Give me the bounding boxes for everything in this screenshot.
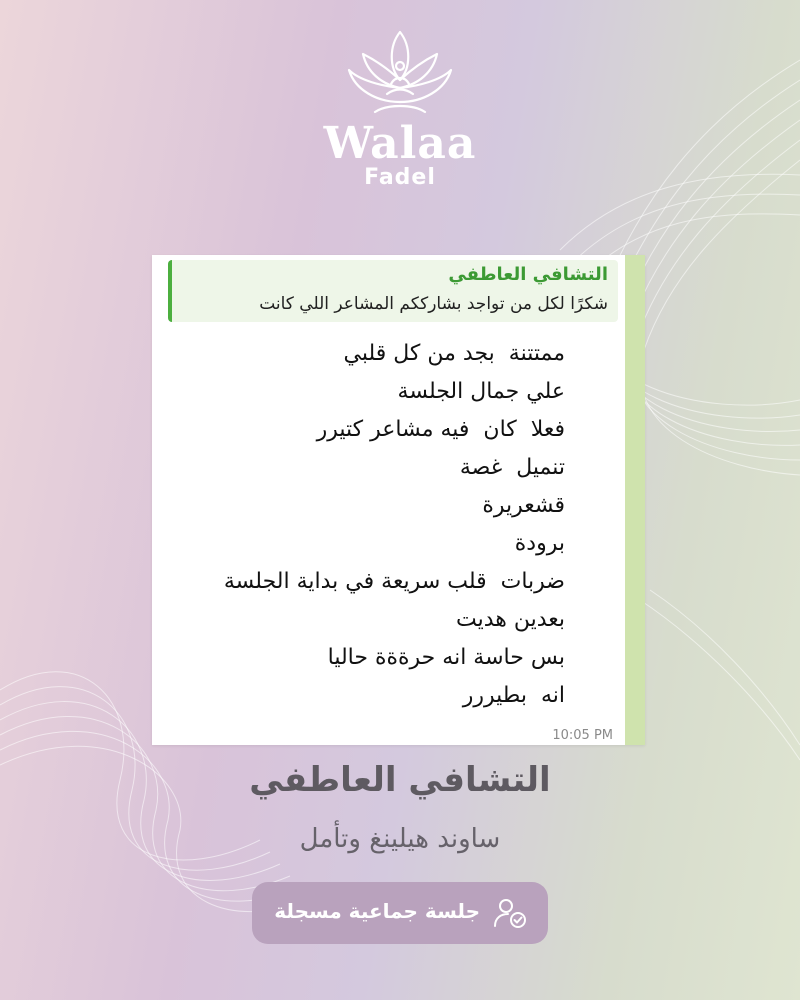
message-line: برودة <box>514 531 565 556</box>
message-line: علي جمال الجلسة <box>397 379 565 404</box>
user-check-icon <box>492 897 528 929</box>
message-line: بعدين هديت <box>455 607 565 632</box>
brand-subtitle: Fadel <box>364 165 436 190</box>
page-subtitle: ساوند هيلينغ وتأمل <box>299 824 501 854</box>
page-title: التشافي العاطفي <box>249 760 551 800</box>
badge-label: جلسة جماعية مسجلة <box>274 899 480 923</box>
brand-name: Walaa <box>323 118 477 169</box>
card-side-stripe <box>625 255 645 745</box>
recorded-group-session-badge[interactable] <box>252 882 548 944</box>
message-line: ضربات قلب سريعة في بداية الجلسة <box>223 569 565 594</box>
message-line: بس حاسة انه حرةةة حاليا <box>327 645 565 670</box>
message-timestamp: 10:05 PM <box>552 728 613 743</box>
message-line: فعلا كان فيه مشاعر كتيرر <box>316 417 565 442</box>
message-body <box>152 335 565 715</box>
lotus-meditation-icon <box>345 28 455 120</box>
reply-quote[interactable] <box>168 260 618 322</box>
message-line: ممتتنة بجد من كل قلبي <box>343 341 565 366</box>
message-line: قشعريرة <box>482 493 565 518</box>
brand-logo <box>300 28 500 190</box>
quote-author: التشافي العاطفي <box>448 264 608 285</box>
message-line: انه بطيررر <box>462 683 565 708</box>
message-line: تنميل غصة <box>459 455 565 480</box>
chat-message-card <box>152 255 645 745</box>
quote-text: شكرًا لكل من تواجد بشارككم المشاعر اللي كانت <box>259 294 608 314</box>
